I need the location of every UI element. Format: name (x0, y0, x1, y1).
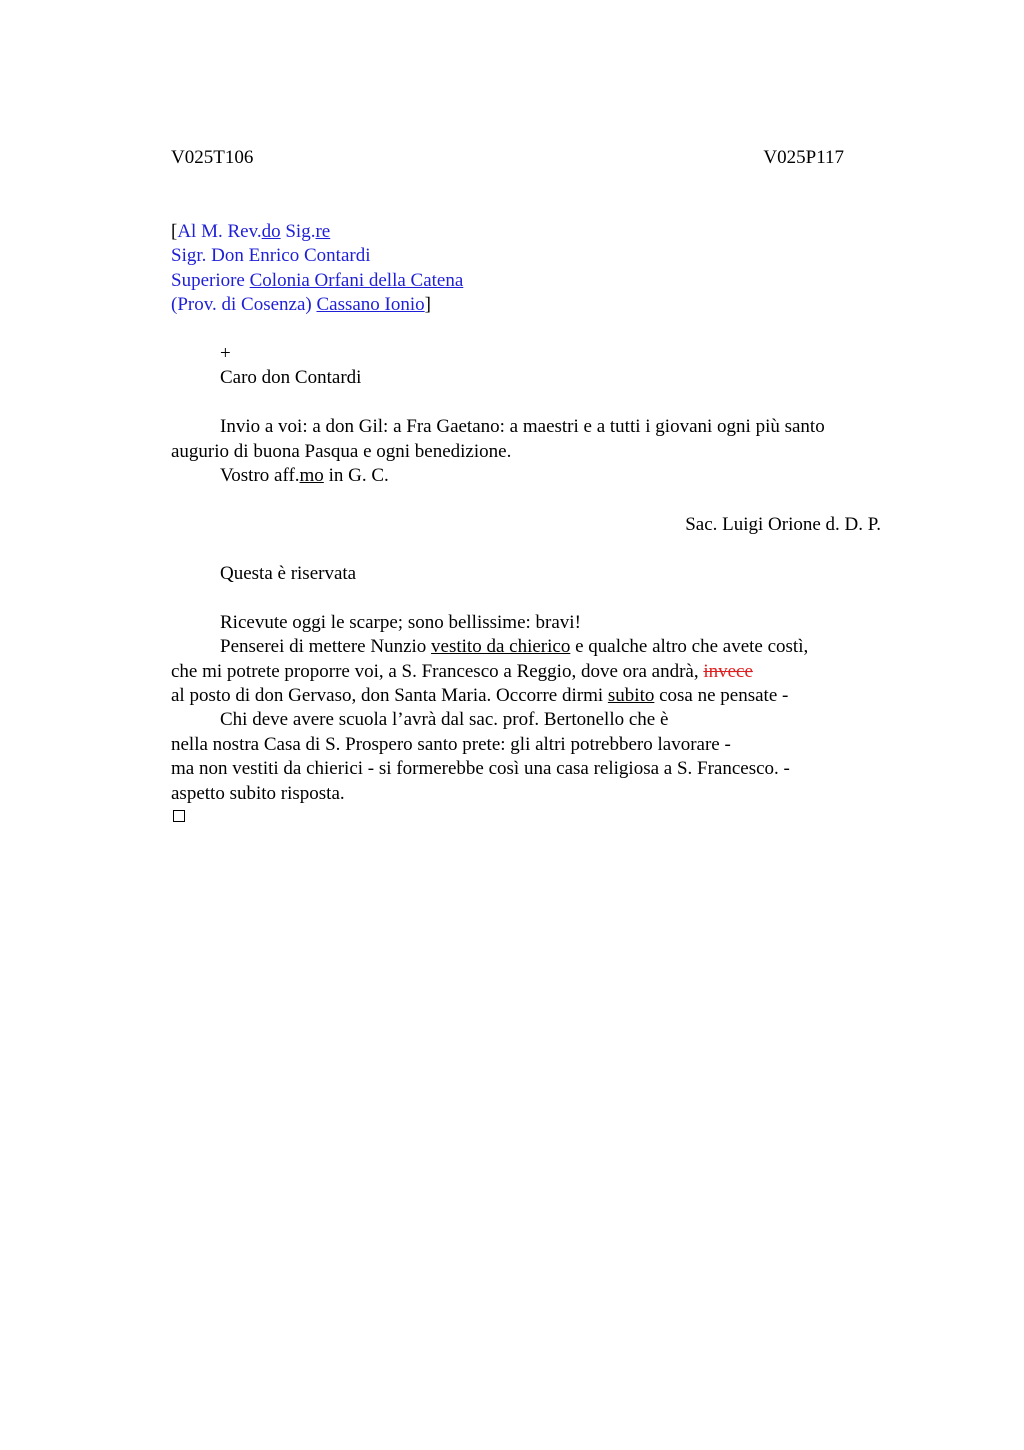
cross-symbol: + (220, 343, 231, 364)
text-segment: che mi potrete proporre voi, a S. Francesco a Reggio, dove ora andrà, (171, 661, 704, 682)
address-town-link[interactable]: Cassano Ionio (316, 294, 425, 315)
paragraph-4-line-4: aspetto subito risposta. (171, 783, 345, 804)
paragraph-2-line-1: Ricevute oggi le scarpe; sono bellissime: bravi! (220, 612, 581, 633)
address-title-abbr[interactable]: do (261, 221, 281, 242)
paragraph-4-line-1: Chi deve avere scuola l’avrà dal sac. prof. Bertonello che è (220, 709, 669, 730)
address-role: Superiore (171, 270, 250, 291)
open-bracket: [ (171, 221, 178, 242)
paragraph-3-line-3 (171, 684, 788, 708)
address-title: Al M. Rev. (177, 221, 262, 242)
document-page (171, 0, 881, 1450)
document-code-left: V025T106 (171, 147, 254, 168)
paragraph-1-line-1: Invio a voi: a don Gil: a Fra Gaetano: a maestri e a tutti i giovani ogni più santo (220, 416, 825, 437)
close-bracket: ] (424, 294, 431, 315)
text-segment: Penserei di mettere Nunzio (220, 636, 432, 657)
text-segment: e qualche altro che avete costì, (570, 636, 809, 657)
address-line-3 (171, 269, 463, 293)
text-segment: cosa ne pensate - (654, 685, 789, 706)
note-heading: Questa è riservata (220, 563, 357, 584)
paragraph-3-line-2 (171, 660, 753, 684)
end-marker-box-icon (173, 810, 185, 822)
struck-word: invece (703, 661, 753, 682)
document-code-right: V025P117 (763, 147, 844, 168)
closing-abbr: mo (299, 465, 324, 486)
address-line-4 (171, 293, 431, 317)
closing-prefix: Vostro aff. (220, 465, 300, 486)
text-segment: al posto di don Gervaso, don Santa Maria. Occorre dirmi (171, 685, 608, 706)
underlined-phrase: vestito da chierico (431, 636, 571, 657)
address-line-2: Sigr. Don Enrico Contardi (171, 245, 371, 266)
address-line-1 (171, 220, 330, 244)
salutation: Caro don Contardi (220, 367, 362, 388)
address-sig: Sig. (280, 221, 316, 242)
closing (220, 464, 389, 488)
address-province: (Prov. di Cosenza) (171, 294, 317, 315)
underlined-word: subito (607, 685, 655, 706)
paragraph-3-line-1 (220, 635, 808, 659)
paragraph-4-line-2: nella nostra Casa di S. Prospero santo prete: gli altri potrebbero lavorare - (171, 734, 731, 755)
paragraph-4-line-3: ma non vestiti da chierici - si formerebbe così una casa religiosa a S. Francesco. - (171, 758, 790, 779)
signature: Sac. Luigi Orione d. D. P. (685, 514, 881, 535)
paragraph-1-line-2: augurio di buona Pasqua e ogni benedizione. (171, 441, 512, 462)
address-institution-link[interactable]: Colonia Orfani della Catena (249, 270, 464, 291)
closing-suffix: in G. C. (323, 465, 389, 486)
address-sig-abbr[interactable]: re (315, 221, 331, 242)
